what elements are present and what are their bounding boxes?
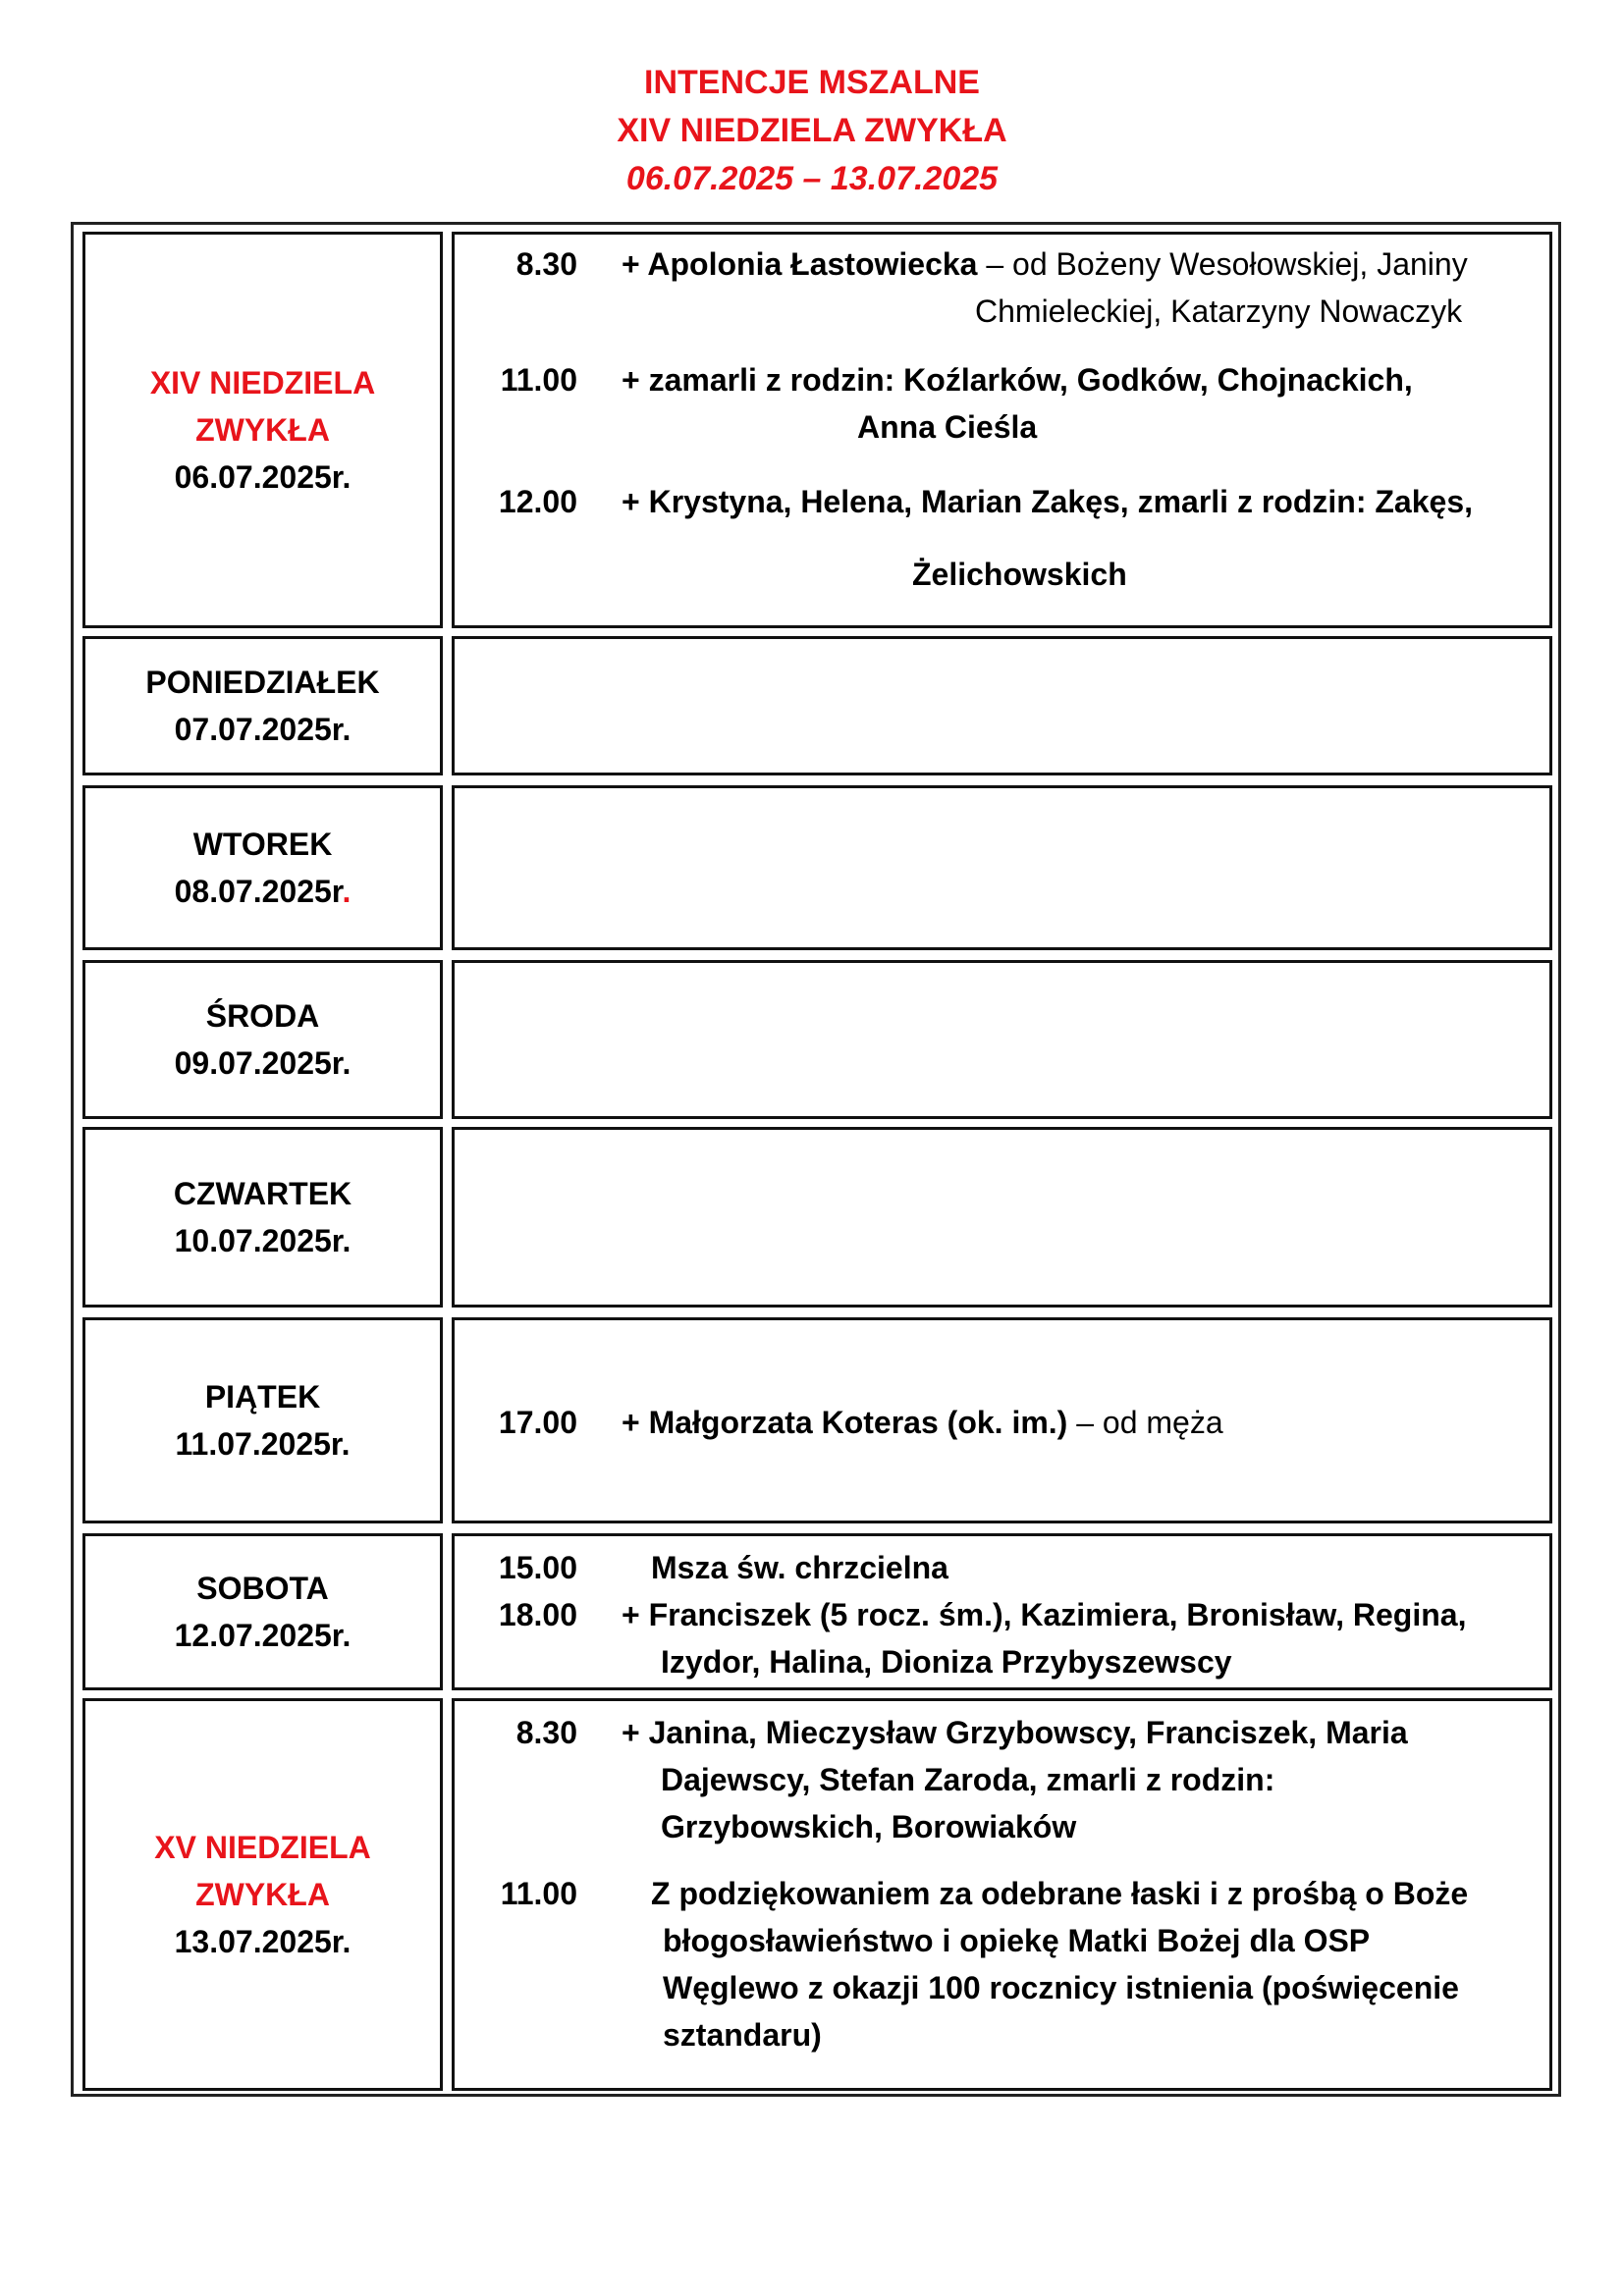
- intention-text: Dajewscy, Stefan Zaroda, zmarli z rodzin:: [661, 1762, 1275, 1797]
- intention-entry: [455, 1544, 1549, 1591]
- intentions-cell-saturday: [452, 1533, 1552, 1690]
- intention-text: + zamarli z rodzin: Koźlarków, Godków, Chojnackich,: [622, 362, 1413, 398]
- day-date-text: 08.07.2025r: [174, 874, 343, 909]
- day-name: PONIEDZIAŁEK: [145, 665, 380, 700]
- day-date-dot: .: [342, 874, 352, 909]
- day-date: 13.07.2025r.: [174, 1924, 352, 1959]
- day-date: 09.07.2025r.: [174, 1045, 352, 1081]
- page-header: [0, 59, 1624, 203]
- day-name: SOBOTA: [196, 1571, 329, 1606]
- intentions-cell-monday: [452, 636, 1552, 775]
- day-name: WTOREK: [192, 827, 333, 862]
- mass-time: 8.30: [515, 246, 577, 282]
- intention-entry: [455, 1591, 1549, 1685]
- intention-name: + Apolonia Łastowiecka: [622, 246, 978, 282]
- intention-text: sztandaru): [663, 2017, 822, 2053]
- day-date: [175, 868, 352, 915]
- intention-text: Anna Cieśla: [857, 409, 1038, 445]
- intention-text: + Franciszek (5 rocz. śm.), Kazimiera, Bronisław, Regina,: [622, 1597, 1467, 1632]
- day-cell-saturday: [82, 1533, 443, 1690]
- day-name: XIV NIEDZIELA: [149, 365, 376, 400]
- intention-name: + Małgorzata Koteras (ok. im.): [622, 1405, 1068, 1440]
- intention-text: Chmieleckiej, Katarzyny Nowaczyk: [975, 294, 1463, 329]
- intention-text: [622, 1399, 1223, 1446]
- intentions-cell-sunday-0607: [452, 232, 1552, 628]
- day-date: 11.07.2025r.: [175, 1426, 351, 1462]
- intention-entry: [455, 1870, 1549, 2066]
- intentions-cell-sunday-1307: [452, 1698, 1552, 2091]
- intention-text: Węglewo z okazji 100 rocznicy istnienia (poświęcenie: [663, 1970, 1459, 2005]
- intentions-cell-thursday: [452, 1127, 1552, 1308]
- page-subtitle: XIV NIEDZIELA ZWYKŁA: [617, 112, 1007, 149]
- intention-donor: – od Bożeny Wesołowskiej, Janiny: [977, 246, 1468, 282]
- day-cell-friday: [82, 1317, 443, 1523]
- day-cell-thursday: [82, 1127, 443, 1308]
- intention-text: Msza św. chrzcielna: [651, 1550, 948, 1585]
- intention-entry: [455, 1399, 1549, 1448]
- intentions-cell-friday: [452, 1317, 1552, 1523]
- mass-time: 18.00: [498, 1597, 577, 1632]
- intentions-cell-wednesday: [452, 960, 1552, 1119]
- intention-entry: [455, 1709, 1549, 1850]
- intention-text: Grzybowskich, Borowiaków: [661, 1809, 1077, 1844]
- page-date-range: 06.07.2025 – 13.07.2025: [625, 160, 999, 197]
- mass-time: 11.00: [500, 362, 577, 398]
- day-cell-sunday-0607: [82, 232, 443, 628]
- intention-text: + Krystyna, Helena, Marian Zakęs, zmarli z rodzin: Zakęs,: [622, 484, 1473, 519]
- mass-time: 17.00: [498, 1405, 577, 1440]
- mass-time: 11.00: [500, 1876, 577, 1911]
- intention-text: błogosławieństwo i opiekę Matki Bożej dla OSP: [663, 1923, 1371, 1958]
- intention-text: [622, 240, 1468, 288]
- mass-time: 15.00: [498, 1550, 577, 1585]
- intentions-cell-tuesday: [452, 785, 1552, 950]
- day-name: XV NIEDZIELA: [154, 1830, 371, 1865]
- day-date: 12.07.2025r.: [174, 1618, 352, 1653]
- page-title: INTENCJE MSZALNE: [644, 64, 980, 101]
- mass-time: 8.30: [515, 1715, 577, 1750]
- intention-text: + Janina, Mieczysław Grzybowscy, Franciszek, Maria: [622, 1715, 1408, 1750]
- mass-time: 12.00: [498, 484, 577, 519]
- intention-text: Z podziękowaniem za odebrane łaski i z prośbą o Boże: [651, 1876, 1469, 1911]
- intention-entry: [455, 356, 1549, 454]
- day-cell-monday: [82, 636, 443, 775]
- day-name: ZWYKŁA: [195, 412, 330, 448]
- intention-donor: – od męża: [1067, 1405, 1223, 1440]
- day-date: 07.07.2025r.: [174, 712, 352, 747]
- day-name: ZWYKŁA: [195, 1877, 330, 1912]
- day-name: PIĄTEK: [204, 1379, 321, 1415]
- day-name: CZWARTEK: [173, 1176, 352, 1211]
- day-date: 06.07.2025r.: [174, 459, 352, 495]
- intention-entry: [455, 478, 1549, 615]
- intention-entry: [455, 240, 1549, 339]
- day-name: ŚRODA: [205, 998, 320, 1034]
- day-cell-sunday-1307: [82, 1698, 443, 2091]
- intention-text: Żelichowskich: [912, 557, 1127, 592]
- day-date: 10.07.2025r.: [174, 1223, 352, 1258]
- day-cell-tuesday: [82, 785, 443, 950]
- intention-text: Izydor, Halina, Dioniza Przybyszewscy: [661, 1644, 1232, 1680]
- day-cell-wednesday: [82, 960, 443, 1119]
